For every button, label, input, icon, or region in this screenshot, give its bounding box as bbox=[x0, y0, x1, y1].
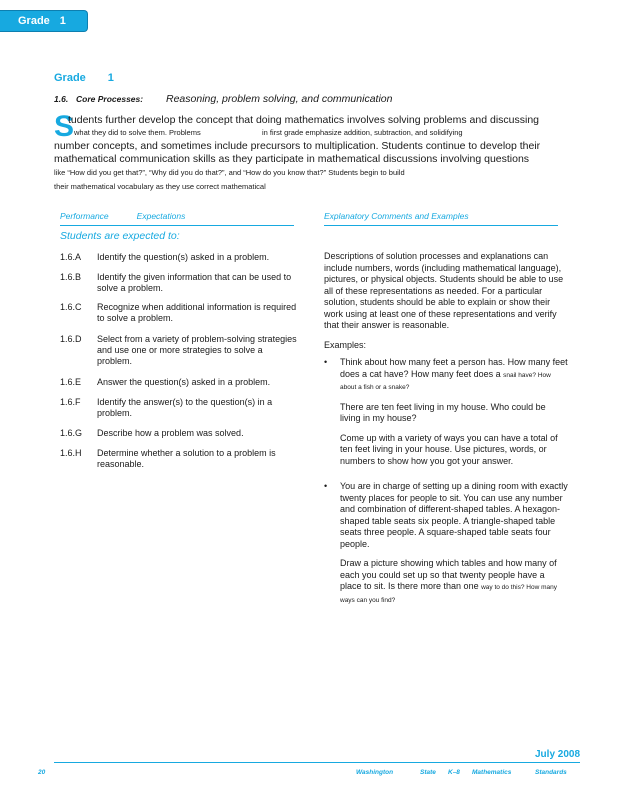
grade-tab bbox=[0, 10, 88, 32]
expectation-code: 1.6.E bbox=[60, 377, 82, 387]
expectation-item bbox=[60, 428, 297, 439]
comments-paragraph: Descriptions of solution processes and explanations can include numbers, words (including mathematical language), pictures, or physical objects. Students should be able to use all of these representations as needed. For a particular solution, students should be able to explain or show their work using at least one of these representations and verify that their answer is reasonable. bbox=[324, 251, 564, 330]
example-2-paragraph-2 bbox=[340, 558, 568, 606]
expectation-text: Identify the given information that can be used to solve a problem. bbox=[97, 272, 292, 293]
example-bullet bbox=[324, 357, 568, 475]
example-1-paragraph-3: Come up with a variety of ways you can have a total of ten feet living in your house. Use pictures, words, or numbers to show how you got your answer. bbox=[340, 432, 558, 466]
intro-line-6: their mathematical vocabulary as they use correct mathematical bbox=[54, 182, 266, 191]
footer-grades: K–8 bbox=[448, 769, 460, 776]
expectation-text: Answer the question(s) asked in a problem. bbox=[97, 377, 271, 387]
example-2-small-text: way to do this? How many ways can you find? bbox=[340, 584, 557, 604]
footer-standards: Standards bbox=[535, 769, 567, 776]
expectation-code: 1.6.G bbox=[60, 428, 83, 438]
expectation-text: Select from a variety of problem-solving strategies and use one or more strategies to solve a problem. bbox=[97, 334, 297, 366]
section-topic: Reasoning, problem solving, and communication bbox=[166, 93, 393, 105]
expectation-item bbox=[60, 302, 297, 324]
expectation-code: 1.6.D bbox=[60, 334, 82, 344]
expectation-text: Identify the question(s) asked in a problem. bbox=[97, 252, 270, 262]
intro-line-5: like “How did you get that?”, “Why did you do that?”, and “How do you know that?” Students begin to build bbox=[54, 168, 405, 177]
intro-dropcap: S bbox=[54, 110, 75, 143]
expected-to-label: Students are expected to: bbox=[60, 230, 180, 242]
expectation-text: Identify the answer(s) to the question(s) in a problem. bbox=[97, 397, 273, 418]
intro-line-1: tudents further develop the concept that doing mathematics involves solving problems and discussing bbox=[68, 114, 540, 126]
expectation-text: Describe how a problem was solved. bbox=[97, 428, 244, 438]
grade-heading bbox=[54, 72, 114, 84]
intro-line-2b: in first grade emphasize addition, subtraction, and solidifying bbox=[262, 128, 463, 137]
footer-state-2: State bbox=[420, 769, 436, 776]
publication-date: July 2008 bbox=[535, 749, 581, 760]
examples-title: Examples: bbox=[324, 339, 367, 350]
bullet-icon: • bbox=[324, 357, 328, 367]
footer-subject: Mathematics bbox=[472, 769, 512, 776]
example-2-paragraph: You are in charge of setting up a dining room with exactly twenty places for people to sit. You can use any number and combination of different-shaped tables. A hexagon-shaped table seats six people. A triangle-shaped table seats three people. A square-shaped table seats four people. bbox=[340, 481, 568, 549]
page-number: 20 bbox=[38, 769, 46, 776]
performance-header-a: Performance bbox=[60, 211, 109, 221]
expectation-code: 1.6.C bbox=[60, 302, 82, 312]
intro-line-3: number concepts, and sometimes include precursors to multiplication. Students continue to develop their bbox=[54, 140, 541, 152]
section-subheading bbox=[54, 93, 392, 105]
expectation-code: 1.6.A bbox=[60, 252, 82, 262]
example-1-paragraph bbox=[340, 357, 568, 394]
performance-header-b: Expectations bbox=[136, 211, 186, 221]
expectation-code: 1.6.F bbox=[60, 397, 81, 407]
footer-divider bbox=[54, 762, 580, 763]
expectation-text: Determine whether a solution to a problem is reasonable. bbox=[97, 448, 276, 469]
expectation-item bbox=[60, 334, 297, 367]
bullet-icon: • bbox=[324, 481, 328, 491]
grade-heading-label: Grade bbox=[54, 72, 86, 84]
expectation-code: 1.6.H bbox=[60, 448, 82, 458]
footer-state: Washington bbox=[356, 769, 394, 776]
example-2-text: Draw a picture showing which tables and how many of each you could set up so that twenty people have a place to sit. Is there more than one bbox=[340, 558, 557, 591]
example-1-paragraph-2: There are ten feet living in my house. Who could be living in my house? bbox=[340, 401, 546, 423]
grade-tab-label: Grade bbox=[18, 15, 50, 27]
expectation-item bbox=[60, 272, 297, 294]
expectation-item bbox=[60, 377, 297, 388]
expectation-item bbox=[60, 252, 297, 263]
example-bullet bbox=[324, 481, 568, 614]
grade-tab-number: 1 bbox=[59, 15, 66, 27]
section-number: 1.6. bbox=[54, 94, 69, 104]
expectation-text: Recognize when additional information is required to solve a problem. bbox=[97, 302, 297, 323]
expectation-item bbox=[60, 397, 297, 419]
explanatory-comments bbox=[324, 251, 568, 620]
intro-line-4: mathematical communication skills as they participate in mathematical discussions involving questions bbox=[54, 153, 530, 165]
expectation-item bbox=[60, 448, 297, 470]
expectation-code: 1.6.B bbox=[60, 272, 82, 282]
grade-heading-number: 1 bbox=[107, 72, 114, 84]
example-1-text: Think about how many feet a person has. How many feet does a cat have? How many feet does a bbox=[340, 357, 568, 379]
example-1-small-text: snail have? How about a fish or a snake? bbox=[340, 371, 551, 391]
section-core-label: Core Processes: bbox=[76, 94, 144, 104]
intro-line-2a: what they did to solve them. Problems bbox=[74, 128, 201, 137]
explanatory-comments-header: Explanatory Comments and Examples bbox=[324, 211, 558, 226]
performance-expectations-header bbox=[60, 211, 294, 226]
